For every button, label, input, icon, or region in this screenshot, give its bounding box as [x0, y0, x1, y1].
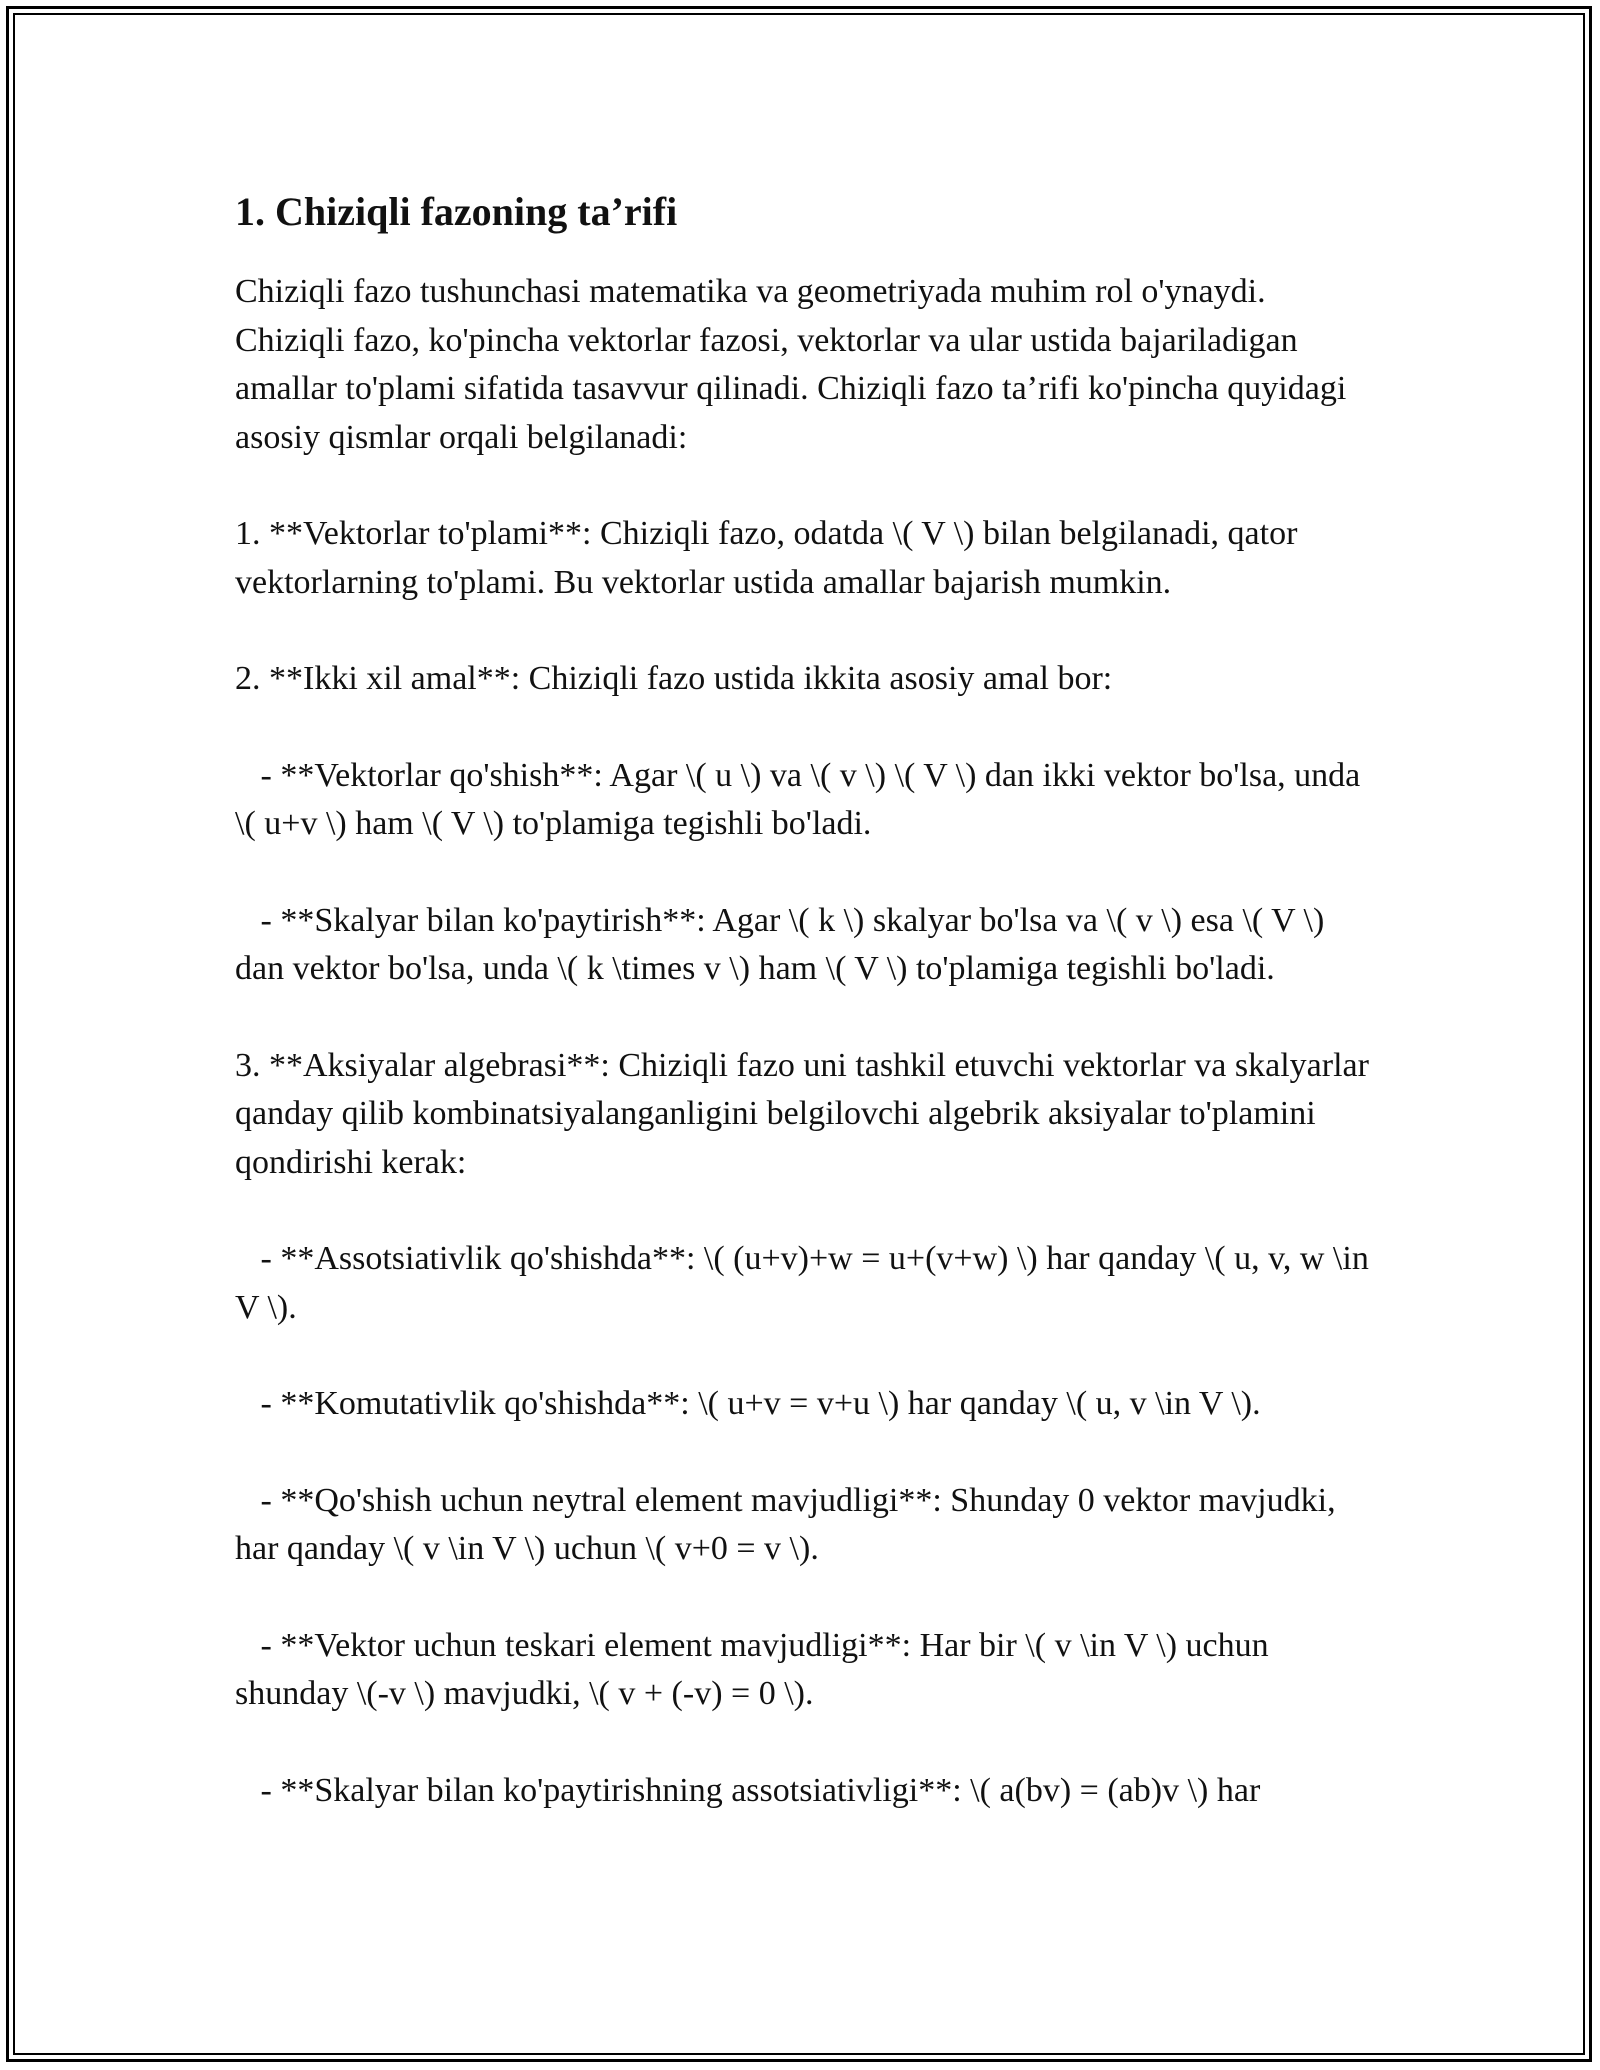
item-vektorlar-toplami: 1. **Vektorlar to'plami**: Chiziqli fazo, odatda \( V \) bilan belgilanadi, qator vektorlarning to'plami. Bu vektorlar ustida amallar bajarish mumkin. [235, 515, 1306, 601]
section-heading: 1. Chiziqli fazoning ta’rifi [235, 189, 678, 234]
subitem-skalyar-kopaytirish: - **Skalyar bilan ko'paytirish**: Agar \( k \) skalyar bo'lsa va \( v \) esa \( V \) dan vektor bo'lsa, unda \( k \times v \) ham \( V \) to'plamiga tegishli bo'ladi. [235, 901, 1333, 987]
subitem-neytral-element: - **Qo'shish uchun neytral element mavjudligi**: Shunday 0 vektor mavjudki, har qanday \( v \in V \) uchun \( v+0 = v \). [235, 1481, 1345, 1567]
subitem-komutativlik: - **Komutativlik qo'shishda**: \( u+v = v+u \) har qanday \( u, v \in V \). [235, 1385, 1261, 1422]
subitem-teskari-element: - **Vektor uchun teskari element mavjudligi**: Har bir \( v \in V \) uchun shunday \(-v \) mavjudki, \( v + (-v) = 0 \). [235, 1626, 1278, 1712]
document-body [235, 186, 1378, 1863]
item-aksiyalar-algebrasi: 3. **Aksiyalar algebrasi**: Chiziqli fazo uni tashkil etuvchi vektorlar va skalyarlar qanday qilib kombinatsiyalanganligini belgilovchi algebrik aksiyalar to'plamini qondirishi kerak: [235, 1046, 1378, 1181]
subitem-assotsiativlik: - **Assotsiativlik qo'shishda**: \( (u+v)+w = u+(v+w) \) har qanday \( u, v, w \in V \). [235, 1240, 1377, 1326]
subitem-skalyar-assotsiativlik: - **Skalyar bilan ko'paytirishning assotsiativligi**: \( a(bv) = (ab)v \) har [235, 1771, 1261, 1809]
intro-paragraph: Chiziqli fazo tushunchasi matematika va geometriyada muhim rol o'ynaydi. Chiziqli fazo, ko'pincha vektorlar fazosi, vektorlar va ular ustida bajariladigan amallar to'plami sifatida tasavvur qilinadi. Chiziqli fazo ta’rifi ko'pincha quyidagi asosiy qismlar orqali belgilanadi: [235, 273, 1355, 456]
item-ikki-xil-amal: 2. **Ikki xil amal**: Chiziqli fazo ustida ikkita asosiy amal bor: [235, 660, 1113, 697]
subitem-vektorlar-qoshish: - **Vektorlar qo'shish**: Agar \( u \) va \( v \) \( V \) dan ikki vektor bo'lsa, unda \( u+v \) ham \( V \) to'plamiga tegishli bo'ladi. [235, 756, 1369, 842]
